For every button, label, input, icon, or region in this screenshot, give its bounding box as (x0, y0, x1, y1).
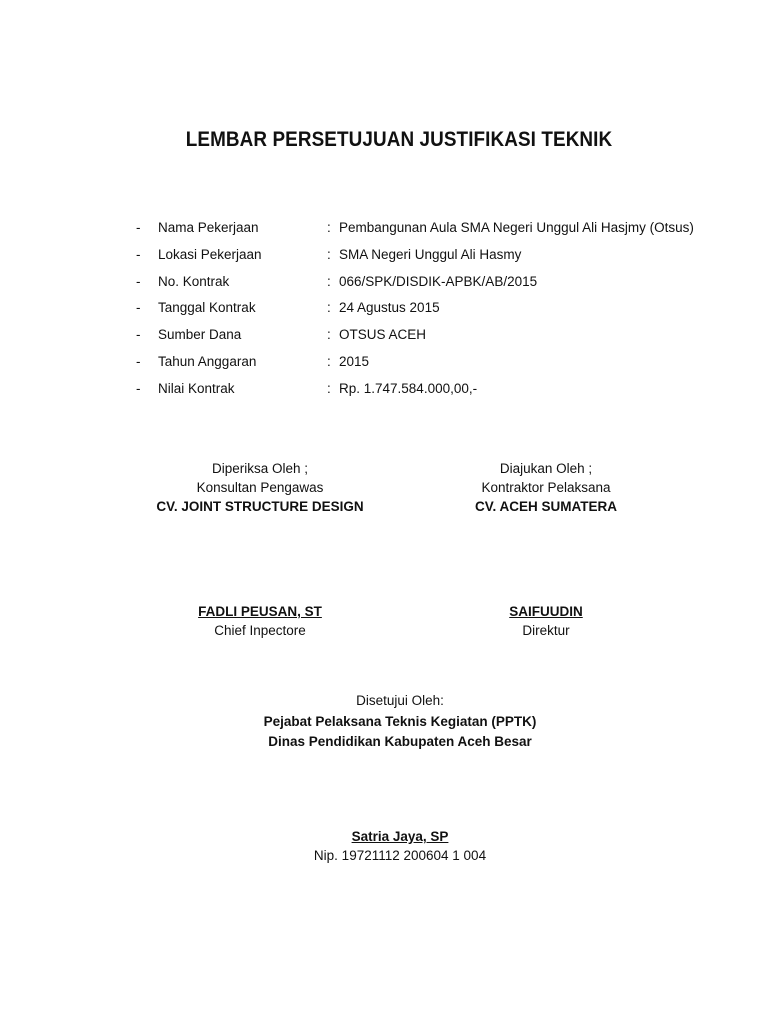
detail-dash: - (136, 220, 141, 235)
detail-colon: : (327, 380, 331, 396)
detail-value: OTSUS ACEH (339, 327, 427, 343)
detail-colon: : (327, 353, 331, 369)
detail-label: Tahun Anggaran (158, 353, 257, 369)
approver-nip: Nip. 19721112 200604 1 004 (313, 848, 487, 863)
detail-row-nilai-kontrak (136, 379, 736, 406)
examiner-name: FADLI PEUSAN, ST (198, 604, 322, 619)
detail-label: Lokasi Pekerjaan (158, 246, 262, 262)
detail-colon: : (327, 300, 331, 316)
detail-row-tahun-anggaran (136, 352, 736, 379)
submitter-header (406, 459, 686, 516)
approver-signature (200, 827, 600, 865)
detail-dash: - (136, 380, 141, 396)
approver-role-line: Disetujui Oleh: (356, 693, 444, 708)
examiner-position: Konsultan Pengawas (196, 480, 324, 495)
detail-label: No. Kontrak (158, 273, 230, 289)
detail-row-tanggal-kontrak (136, 298, 736, 325)
detail-colon: : (327, 246, 331, 262)
detail-dash: - (136, 353, 141, 369)
detail-row-no-kontrak (136, 272, 736, 299)
detail-dash: - (136, 300, 141, 316)
detail-value: SMA Negeri Unggul Ali Hasmy (339, 246, 522, 262)
examiner-header (120, 459, 400, 516)
detail-dash: - (136, 327, 141, 343)
submitter-signature (406, 602, 686, 640)
detail-value: Pembangunan Aula SMA Negeri Unggul Ali Hasjmy (Otsus) (339, 220, 694, 235)
detail-value: 2015 (339, 353, 370, 369)
submitter-role-line: Diajukan Oleh ; (499, 461, 593, 476)
detail-row-sumber-dana (136, 325, 736, 352)
detail-dash: - (136, 273, 141, 289)
approver-position-line1: Pejabat Pelaksana Teknis Kegiatan (PPTK) (263, 714, 537, 729)
submitter-title: Direktur (522, 623, 570, 638)
detail-label: Nama Pekerjaan (158, 220, 259, 235)
submitter-name: SAIFUUDIN (509, 604, 583, 619)
approver-header (200, 691, 600, 751)
document-title: LEMBAR PERSETUJUAN JUSTIFIKASI TEKNIK (185, 128, 613, 151)
detail-colon: : (327, 220, 331, 235)
approver-name: Satria Jaya, SP (351, 829, 449, 844)
examiner-role-line: Diperiksa Oleh ; (211, 461, 309, 476)
detail-colon: : (327, 273, 331, 289)
detail-row-lokasi-pekerjaan (136, 245, 736, 272)
detail-colon: : (327, 327, 331, 343)
submitter-position: Kontraktor Pelaksana (481, 480, 611, 495)
detail-value: 066/SPK/DISDIK-APBK/AB/2015 (339, 273, 538, 289)
detail-value: 24 Agustus 2015 (339, 300, 440, 316)
approver-position-line2: Dinas Pendidikan Kabupaten Aceh Besar (268, 734, 532, 749)
detail-label: Tanggal Kontrak (158, 300, 256, 316)
detail-row-nama-pekerjaan (136, 218, 736, 245)
submitter-company: CV. ACEH SUMATERA (474, 499, 617, 514)
contract-details (136, 218, 736, 406)
examiner-company: CV. JOINT STRUCTURE DESIGN (156, 499, 364, 514)
examiner-title: Chief Inpectore (214, 623, 306, 638)
detail-value: Rp. 1.747.584.000,00,- (339, 380, 478, 396)
detail-dash: - (136, 246, 141, 262)
detail-label: Sumber Dana (158, 327, 242, 343)
detail-label: Nilai Kontrak (158, 380, 235, 396)
examiner-signature (120, 602, 400, 640)
